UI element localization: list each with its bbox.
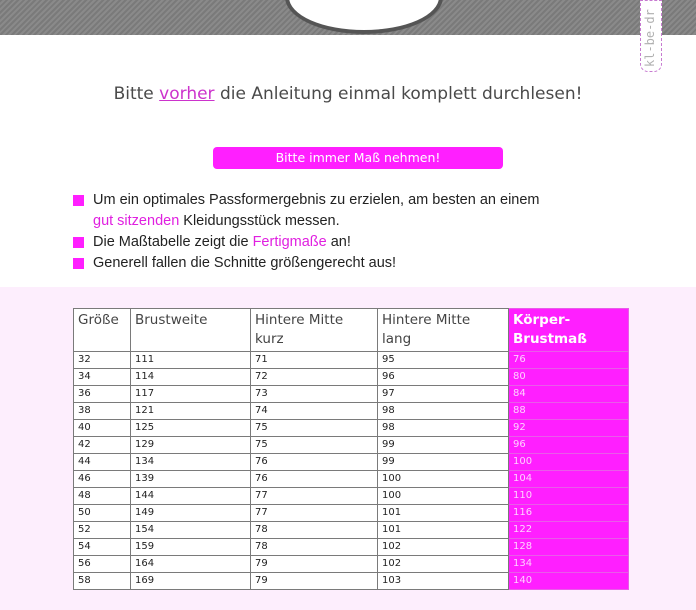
table-cell: 42 (74, 437, 131, 454)
table-cell: 84 (509, 386, 629, 403)
table-cell: 101 (378, 522, 509, 539)
table-cell: 111 (131, 352, 251, 369)
table-cell: 140 (509, 573, 629, 590)
table-cell: 100 (378, 471, 509, 488)
table-cell: 116 (509, 505, 629, 522)
table-row (74, 454, 629, 471)
table-cell: 96 (378, 369, 509, 386)
table-header-row (74, 309, 629, 352)
bullet-square-icon (73, 237, 84, 248)
table-cell: 98 (378, 403, 509, 420)
table-row (74, 556, 629, 573)
note-3-text: Generell fallen die Schnitte größengerecht aus! (93, 255, 397, 271)
note-1-pink: gut sitzenden (93, 213, 180, 229)
table-cell: 99 (378, 437, 509, 454)
note-item (73, 232, 540, 253)
table-cell: 100 (509, 454, 629, 471)
table-cell: 134 (131, 454, 251, 471)
table-cell: 77 (251, 488, 378, 505)
table-row (74, 488, 629, 505)
table-cell: 72 (251, 369, 378, 386)
table-cell: 154 (131, 522, 251, 539)
table-cell: 46 (74, 471, 131, 488)
table-cell: 44 (74, 454, 131, 471)
brand-tag-text: kl-be-dr (643, 9, 657, 67)
notes-list (73, 190, 540, 274)
table-cell: 95 (378, 352, 509, 369)
table-cell: 144 (131, 488, 251, 505)
table-row (74, 505, 629, 522)
table-cell: 79 (251, 573, 378, 590)
table-row (74, 369, 629, 386)
table-cell: 169 (131, 573, 251, 590)
table-cell: 48 (74, 488, 131, 505)
table-cell: 52 (74, 522, 131, 539)
table-cell: 100 (378, 488, 509, 505)
table-cell: 78 (251, 522, 378, 539)
table-cell: 104 (509, 471, 629, 488)
table-cell: 98 (378, 420, 509, 437)
intro-highlight-link[interactable]: vorher (159, 84, 215, 104)
table-cell: 38 (74, 403, 131, 420)
table-row (74, 352, 629, 369)
table-cell: 149 (131, 505, 251, 522)
table-cell: 102 (378, 556, 509, 573)
table-row (74, 471, 629, 488)
table-cell: 128 (509, 539, 629, 556)
table-cell: 58 (74, 573, 131, 590)
table-cell: 71 (251, 352, 378, 369)
intro-line (0, 84, 696, 104)
table-row (74, 420, 629, 437)
header-hm-lang: Hintere Mitte lang (378, 309, 509, 352)
table-cell: 110 (509, 488, 629, 505)
table-cell: 122 (509, 522, 629, 539)
table-cell: 97 (378, 386, 509, 403)
intro-before: Bitte (113, 84, 160, 104)
table-cell: 56 (74, 556, 131, 573)
table-cell: 125 (131, 420, 251, 437)
bullet-square-icon (73, 258, 84, 269)
table-cell: 92 (509, 420, 629, 437)
table-cell: 36 (74, 386, 131, 403)
table-cell: 75 (251, 437, 378, 454)
table-row (74, 403, 629, 420)
measure-notice-banner: Bitte immer Maß nehmen! (213, 147, 503, 169)
table-cell: 32 (74, 352, 131, 369)
table-cell: 76 (509, 352, 629, 369)
table-cell: 129 (131, 437, 251, 454)
note-2-after: an! (326, 234, 351, 250)
note-2-pink: Fertigmaße (252, 234, 327, 250)
table-cell: 73 (251, 386, 378, 403)
table-cell: 121 (131, 403, 251, 420)
header-groesse: Größe (74, 309, 131, 352)
bullet-square-icon (73, 195, 84, 206)
table-row (74, 386, 629, 403)
header-koerper-brustmass: Körper- Brustmaß (509, 309, 629, 352)
table-row (74, 539, 629, 556)
header-brustweite: Brustweite (131, 309, 251, 352)
note-1-line1: Um ein optimales Passformergebnis zu erzielen, am besten an einem (93, 192, 540, 208)
note-1-after: Kleidungsstück messen. (179, 213, 340, 229)
table-cell: 102 (378, 539, 509, 556)
table-row (74, 522, 629, 539)
table-cell: 80 (509, 369, 629, 386)
intro-after: die Anleitung einmal komplett durchlesen! (214, 84, 583, 104)
table-cell: 88 (509, 403, 629, 420)
table-cell: 54 (74, 539, 131, 556)
table-cell: 34 (74, 369, 131, 386)
table-cell: 164 (131, 556, 251, 573)
note-2-before: Die Maßtabelle zeigt die (93, 234, 253, 250)
note-item (73, 253, 540, 274)
header-hm-kurz: Hintere Mitte kurz (251, 309, 378, 352)
table-cell: 134 (509, 556, 629, 573)
table-row (74, 573, 629, 590)
note-item (73, 190, 540, 232)
table-row (74, 437, 629, 454)
table-cell: 159 (131, 539, 251, 556)
brand-tag (640, 0, 662, 72)
table-cell: 40 (74, 420, 131, 437)
table-cell: 76 (251, 454, 378, 471)
table-cell: 101 (378, 505, 509, 522)
table-cell: 114 (131, 369, 251, 386)
table-cell: 77 (251, 505, 378, 522)
table-cell: 75 (251, 420, 378, 437)
table-cell: 99 (378, 454, 509, 471)
table-cell: 76 (251, 471, 378, 488)
size-table (73, 308, 629, 590)
table-cell: 139 (131, 471, 251, 488)
table-cell: 117 (131, 386, 251, 403)
table-cell: 96 (509, 437, 629, 454)
table-cell: 79 (251, 556, 378, 573)
table-cell: 103 (378, 573, 509, 590)
table-cell: 74 (251, 403, 378, 420)
table-cell: 78 (251, 539, 378, 556)
table-cell: 50 (74, 505, 131, 522)
